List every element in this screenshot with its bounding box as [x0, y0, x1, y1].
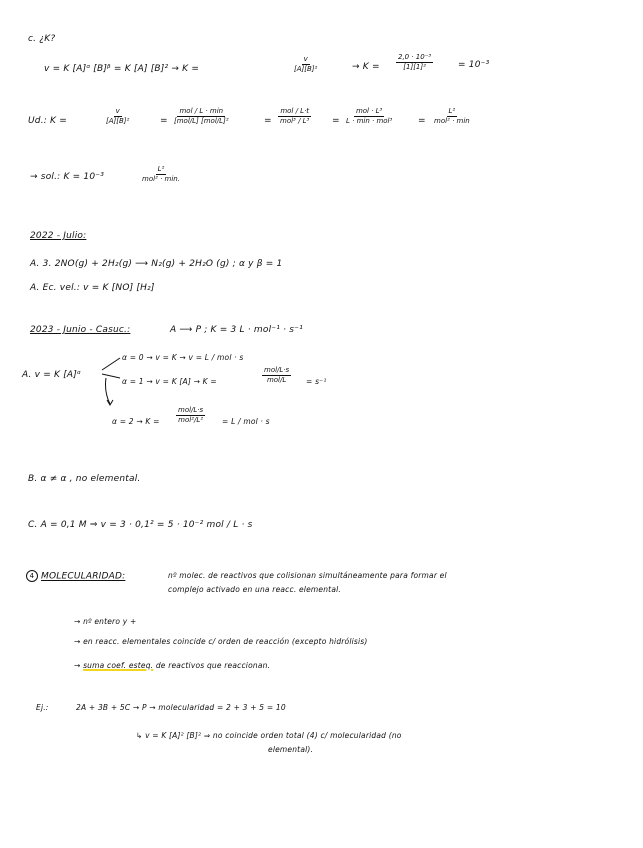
c-line: C. A = 0,1 M ⇒ v = 3 · 0,1² = 5 · 10⁻² mol / L · s	[28, 520, 253, 530]
bullet-3-highlight: suma coef. esteq.	[83, 661, 154, 670]
units-frac-c-den: mol³ / L³	[280, 117, 310, 125]
k-fraction-den: [A][B]²	[294, 65, 318, 73]
solution-units-num: L²	[157, 165, 165, 173]
branch-alpha-2: α = 2 → K =	[112, 417, 160, 426]
equals-4: =	[418, 116, 426, 126]
c-question-label: c. ¿K?	[28, 34, 56, 44]
units-label: Ud.: K =	[28, 116, 67, 126]
example-reaction: 2A + 3B + 5C → P → molecularidad = 2 + 3 + 5 = 10	[76, 703, 286, 712]
units-frac-a-den: [A][B]²	[106, 117, 130, 125]
section-number-circle: 4	[26, 570, 38, 582]
a3-line: A. 3. 2NO(g) + 2H₂(g) ⟶ N₂(g) + 2H₂O (g) ; α y β = 1	[30, 259, 283, 269]
definition-line-2: complejo activado en una reacc. elemental.	[168, 585, 341, 594]
branch1-result: = s⁻¹	[306, 377, 327, 386]
branch1-fraction	[262, 366, 291, 385]
equals-2: =	[264, 116, 272, 126]
bullet-3-prefix: →	[74, 661, 84, 670]
definition-line-1: nº molec. de reactivos que colisionan simultáneamente para formar el	[168, 571, 447, 580]
units-frac-e	[432, 107, 472, 126]
example-rate-law: ↳ v = K [A]² [B]² ⇒ no coincide orden total (4) c/ molecularidad (no	[136, 731, 402, 740]
branch2-fraction	[176, 406, 205, 425]
rate-law-line: v = K [A]ᵅ [B]ᵝ = K [A] [B]² → K =	[44, 64, 200, 74]
k-fraction-num: v	[303, 55, 308, 63]
units-frac-e-num: L²	[448, 107, 456, 115]
equals-3: =	[332, 116, 340, 126]
example-rate-law-2: elemental).	[268, 745, 314, 754]
units-frac-d	[344, 107, 394, 126]
branch-alpha-1: α = 1 → v = K [A] → K =	[122, 377, 217, 386]
k-fraction	[292, 55, 319, 74]
k-arrow: → K =	[352, 62, 380, 72]
bullet-2: → en reacc. elementales coincide c/ orden de reacción (excepto hidrólisis)	[74, 637, 368, 646]
branch2-den: mol²/L²	[178, 416, 204, 424]
units-frac-b-num: mol / L · min	[179, 107, 224, 115]
solution-label: → sol.: K = 10⁻³	[30, 172, 105, 182]
example-label: Ej.:	[36, 703, 49, 712]
units-frac-b-den: [mol/L] [mol/L]²	[174, 117, 229, 125]
section-title-2022: 2022 - Julio:	[30, 231, 87, 241]
branch1-num: mol/L·s	[264, 366, 290, 374]
solution-units-den: mol² · min.	[142, 175, 180, 183]
units-frac-a-num: v	[115, 107, 120, 115]
units-frac-d-num: mol · L³	[355, 107, 383, 115]
solution-units	[140, 165, 182, 184]
bullet-3	[74, 660, 270, 671]
equals-1: =	[160, 116, 168, 126]
branch-alpha-0: α = 0 → v = K → v = L / mol · s	[122, 353, 244, 362]
molecularidad-title: MOLECULARIDAD:	[41, 571, 126, 582]
units-frac-c-num: mol / L·t	[280, 107, 310, 115]
a-rate-law: A. v = K [A]ᵅ	[22, 370, 81, 380]
k-result: = 10⁻³	[458, 60, 490, 70]
rate-eq-line: A. Ec. vel.: v = K [NO] [H₂]	[30, 283, 155, 293]
units-frac-d-den: L · min · mol³	[346, 117, 393, 125]
branch1-den: mol/L	[266, 376, 287, 384]
branch2-result: = L / mol · s	[222, 417, 270, 426]
branch2-num: mol/L·s	[178, 406, 204, 414]
b-line: B. α ≠ α , no elemental.	[28, 474, 141, 484]
molecularidad-heading	[26, 570, 125, 583]
units-frac-b	[172, 107, 231, 126]
section-title-2023: 2023 - Junio - Casuc.:	[30, 325, 131, 335]
bullet-3-rest: de reactivos que reaccionan.	[153, 661, 271, 670]
units-frac-a	[104, 107, 131, 126]
reaction-line: A ⟶ P ; K = 3 L · mol⁻¹ · s⁻¹	[170, 325, 303, 335]
k-value-den: [1][1]²	[403, 63, 426, 71]
k-value-fraction	[396, 53, 433, 72]
units-frac-c	[278, 107, 311, 126]
k-value-num: 2,0 · 10⁻³	[398, 53, 432, 61]
bullet-1: → nº entero y +	[74, 617, 137, 626]
units-frac-e-den: mol² · min	[434, 117, 470, 125]
